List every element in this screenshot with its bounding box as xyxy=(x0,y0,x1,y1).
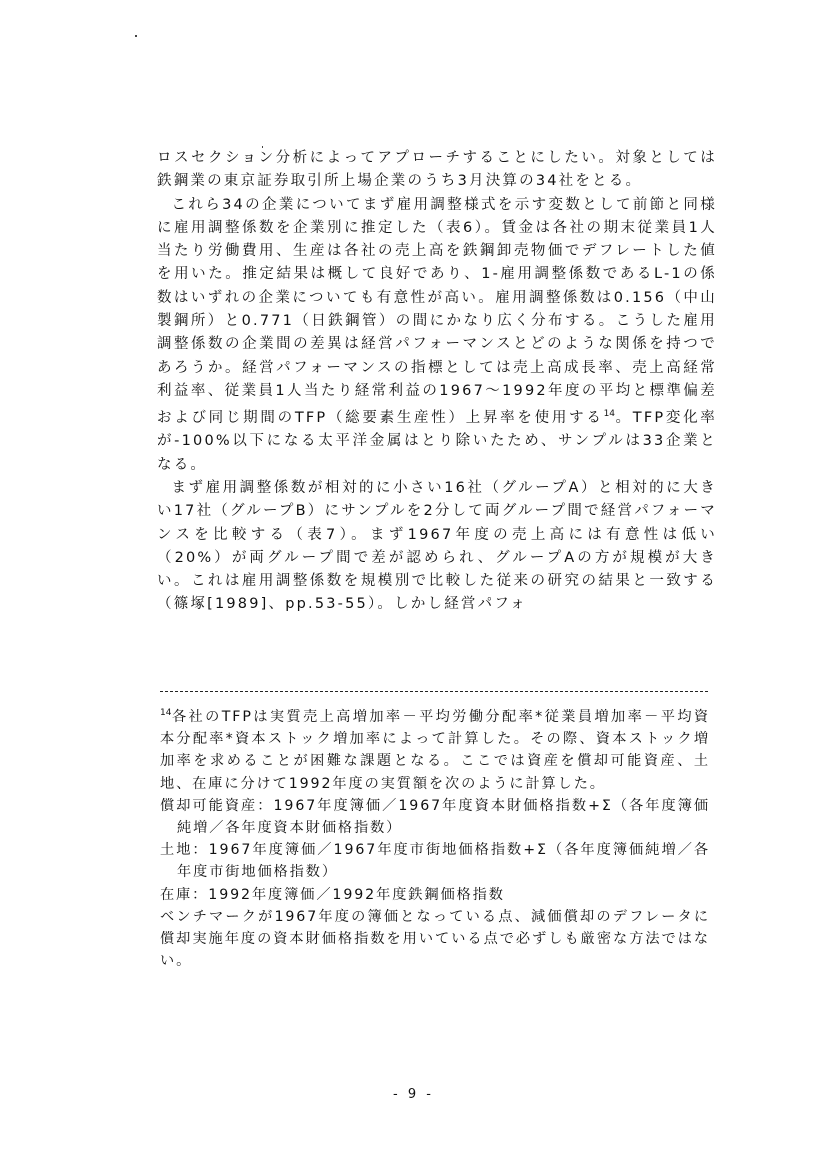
body-paragraph: ロスセクション分析によってアプローチすることにしたい。対象としては鉄鋼業の東京証券取引所上場企業のうち3月決算の34社をとる。 xyxy=(157,150,717,190)
footnote-number: 14 xyxy=(160,708,172,718)
footnote xyxy=(160,702,710,972)
scan-speck xyxy=(135,35,137,37)
footnote-item: 償却可能資産：1967年度簿価／1967年度資本財価格指数+Σ（各年度簿価純増／各年度資本財価格指数） xyxy=(160,797,710,837)
body-paragraph-tail: 。TFP変化率が-100%以下になる太平洋金属はとり除いたため、サンプルは33企業となる。 xyxy=(157,410,717,473)
footnote-reference: 14 xyxy=(603,409,616,420)
footnote-text: 各社のTFPは実質売上高増加率－平均労働分配率*従業員増加率－平均資本分配率*資本ストック増加率によって計算した。その際、資本ストック増加率を求めることが困難な課題となる。ここでは資産を償却可能資産、土地、在庫に分けて1992年度の実質額を次のように計算した。 xyxy=(160,709,710,792)
footnote-item: 土地：1967年度簿価／1967年度市街地価格指数+Σ（各年度簿価純増／各年度市街地価格指数） xyxy=(160,842,710,881)
body-paragraph xyxy=(157,194,717,477)
body-paragraph: まず雇用調整係数が相対的に小さい16社（グループA）と相対的に大きい17社（グループB）にサンプルを2分して両グループ間で経営パフォーマンスを比較する（表7）。まず1967年度の売上高には有意性は低い（20%）が両グループ間で差が認められ、グループAの方が規模が大きい。これは雇用調整係数を規模別で比較した従来の研究の結果と一致する（篠塚[1989]、pp.53-55）。しかし経営パフォ xyxy=(157,479,717,613)
footnote-text-paragraph xyxy=(160,702,710,795)
footnote-divider xyxy=(160,691,708,692)
body-paragraph-text: これら34の企業についてまず雇用調整様式を示す変数として前節と同様に雇用調整係数を企業別に推定した（表6）。賃金は各社の期末従業員1人当たり労働費用、生産は各社の売上高を鉄鋼卸売物価でデフレートした値を用いた。推定結果は概して良好であり、1-雇用調整係数であるL-1の係数はいずれの企業についても有意性が高い。雇用調整係数は0.156（中山製鋼所）と0.771（日鉄鋼管）の間にかなり広く分布する。こうした雇用調整係数の企業間の差異は経営パフォーマンスとどのような関係を持つであろうか。経営パフォーマンスの指標としては売上高成長率、売上高経常利益率、従業員1人当たり経常利益の1967～1992年度の平均と標準偏差および同じ期間のTFP（総要素生産性）上昇率を使用する xyxy=(157,196,717,427)
footnote-closing: ベンチマークが1967年度の簿価となっている点、減価償却のデフレータに償却実施年度の資本財価格指数を用いている点で必ずしも厳密な方法ではない。 xyxy=(160,908,710,970)
body-text xyxy=(157,147,717,617)
footnote-item: 在庫：1992年度簿価／1992年度鉄鋼価格指数 xyxy=(160,886,505,903)
page-number: - 9 - xyxy=(393,1087,434,1102)
